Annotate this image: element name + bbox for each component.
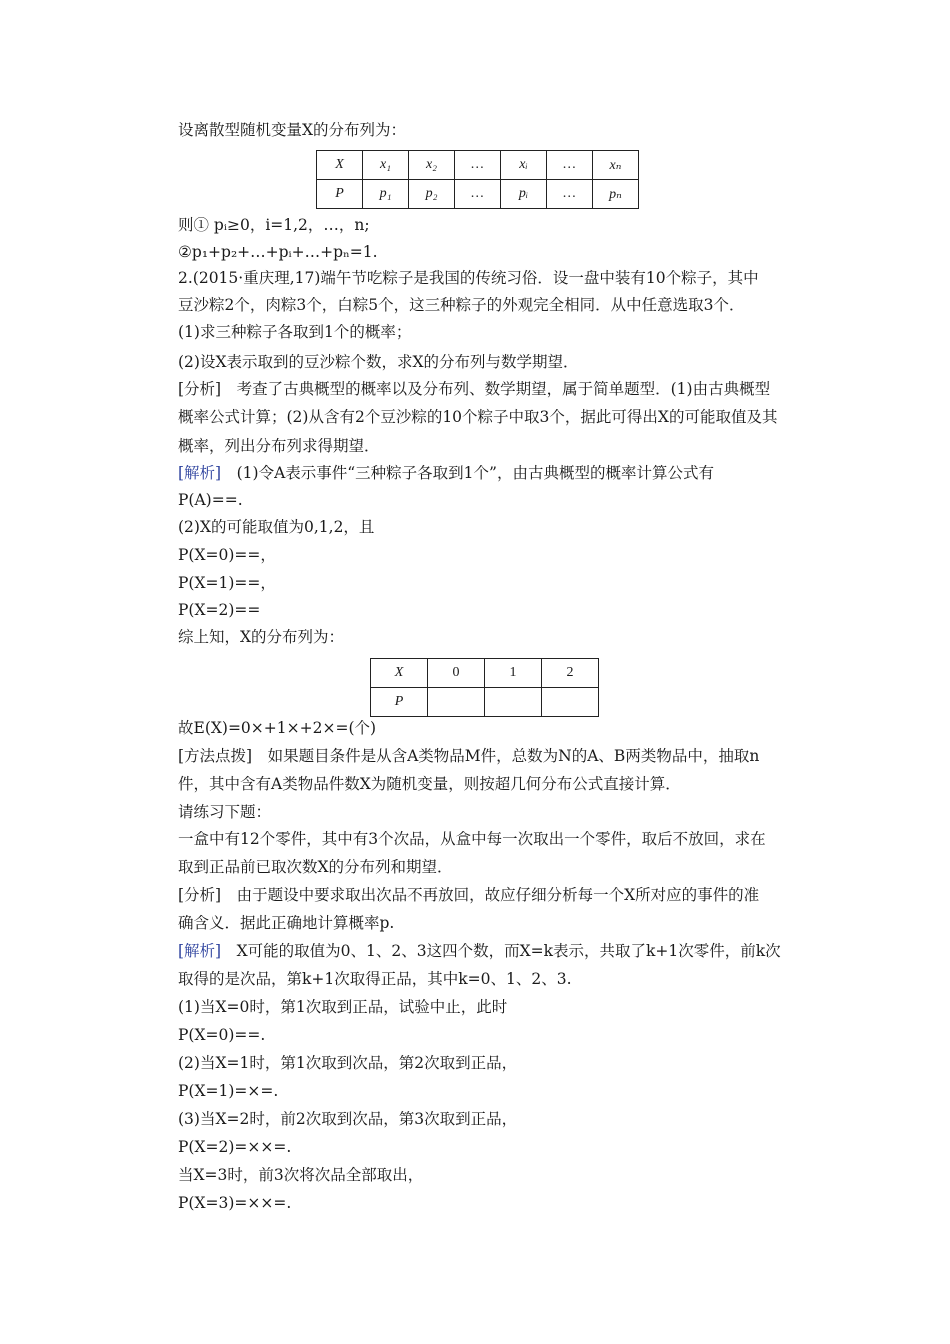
table-cell: 0 [428,659,485,688]
table-row [317,180,639,209]
table-cell: … [547,180,593,209]
table-cell: … [547,151,593,180]
solution-text: (1)令A表示事件“三种粽子各取到1个”，由古典概型的概率计算公式有 [221,464,714,482]
case3-text: (3)当X=2时，前2次取到次品，第3次取到正品， [178,1110,518,1128]
problem2-analysis-line1 [178,379,770,399]
probability-x1: P(X=1)==， [178,574,276,592]
case2-probability: P(X=1)=×=. [178,1082,279,1100]
analysis-text: 由于题设中要求取出次品不再放回，故应仔细分析每一个X所对应的事件的准 [221,886,760,904]
table-cell [428,688,485,717]
expectation-text: 故E(X)=0×+1×+2×=(个) [178,719,377,737]
practice-analysis-line2: 确含义．据此正确地计算概率p. [178,914,395,932]
table-cell: P [317,180,363,209]
distribution-table-zongzi [370,658,599,717]
distribution-table-general [316,150,639,209]
case2-text: (2)当X=1时，第1次取到次品，第2次取到正品， [178,1054,518,1072]
table-cell: … [455,151,501,180]
practice-solution-line1 [178,941,781,961]
method-line2: 件，其中含有A类物品件数X为随机变量，则按超几何分布公式直接计算． [178,775,681,793]
table-cell: P [371,688,428,717]
probability-x2: P(X=2)== [178,601,261,619]
solution-text: X可能的取值为0、1、2、3这四个数，而X=k表示，共取了k+1次零件，前k次 [221,942,781,960]
table-cell: xᵢ [501,151,547,180]
table-cell: 1 [485,659,542,688]
table-cell: 2 [542,659,599,688]
solution-tag: [解析] [178,942,222,960]
case1-text: (1)当X=0时，第1次取到正品，试验中止，此时 [178,998,508,1016]
problem2-question1: (1)求三种粽子各取到1个的概率； [178,323,412,341]
table-cell: p₂ [409,180,455,209]
table-cell: x₁ [363,151,409,180]
table-cell: X [317,151,363,180]
case4-text: 当X=3时，前3次将次品全部取出， [178,1166,424,1184]
summary-text: 综上知，X的分布列为： [178,628,345,646]
case4-probability: P(X=3)=××=. [178,1194,292,1212]
table-cell: x₂ [409,151,455,180]
table-row [317,151,639,180]
table-row [371,659,599,688]
intro-text: 设离散型随机变量X的分布列为： [178,121,407,139]
problem2-line2: 豆沙粽2个，肉粽3个，白粽5个，这三种粽子的外观完全相同．从中任意选取3个． [178,296,745,314]
table-cell: pₙ [593,180,639,209]
problem2-solution-line2: P(A)==. [178,491,243,509]
table-cell: p₁ [363,180,409,209]
table-cell: … [455,180,501,209]
analysis-tag: [分析] [178,380,222,398]
practice-line1: 一盒中有12个零件，其中有3个次品，从盒中每一次取出一个零件，取后不放回，求在 [178,830,766,848]
condition-2: ②p₁+p₂+…+pᵢ+…+pₙ=1. [178,243,378,261]
method-line1 [178,746,759,766]
problem2-solution-line3: (2)X的可能取值为0,1,2，且 [178,518,375,536]
table-cell [542,688,599,717]
condition-1: 则① pᵢ≥0，i=1,2，…，n; [178,216,370,234]
practice-prompt: 请练习下题： [178,803,272,821]
practice-solution-line2: 取得的是次品，第k+1次取得正品，其中k=0、1、2、3. [178,970,572,988]
method-text: 如果题目条件是从含A类物品M件，总数为N的A、B两类物品中，抽取n [252,747,760,765]
problem2-line1: 2.(2015·重庆理,17)端午节吃粽子是我国的传统习俗．设一盘中装有10个粽子，其中 [178,269,759,287]
problem2-question2: (2)设X表示取到的豆沙粽个数，求X的分布列与数学期望． [178,353,579,371]
table-cell: X [371,659,428,688]
problem2-analysis-line2: 概率公式计算；(2)从含有2个豆沙粽的10个粽子中取3个，据此可得出X的可能取值及其 [178,408,778,426]
solution-tag: [解析] [178,464,222,482]
analysis-text: 考查了古典概型的概率以及分布列、数学期望，属于简单题型．(1)由古典概型 [221,380,771,398]
table-cell [485,688,542,717]
table-cell: xₙ [593,151,639,180]
practice-analysis-line1 [178,885,759,905]
analysis-tag: [分析] [178,886,222,904]
method-tag: [方法点拨] [178,747,253,765]
probability-x0: P(X=0)==， [178,546,276,564]
case1-probability: P(X=0)==. [178,1026,266,1044]
case3-probability: P(X=2)=××=. [178,1138,292,1156]
table-cell: pᵢ [501,180,547,209]
practice-line2: 取到正品前已取次数X的分布列和期望． [178,858,453,876]
table-row [371,688,599,717]
problem2-solution-line1 [178,463,714,483]
problem2-analysis-line3: 概率，列出分布列求得期望． [178,437,380,455]
